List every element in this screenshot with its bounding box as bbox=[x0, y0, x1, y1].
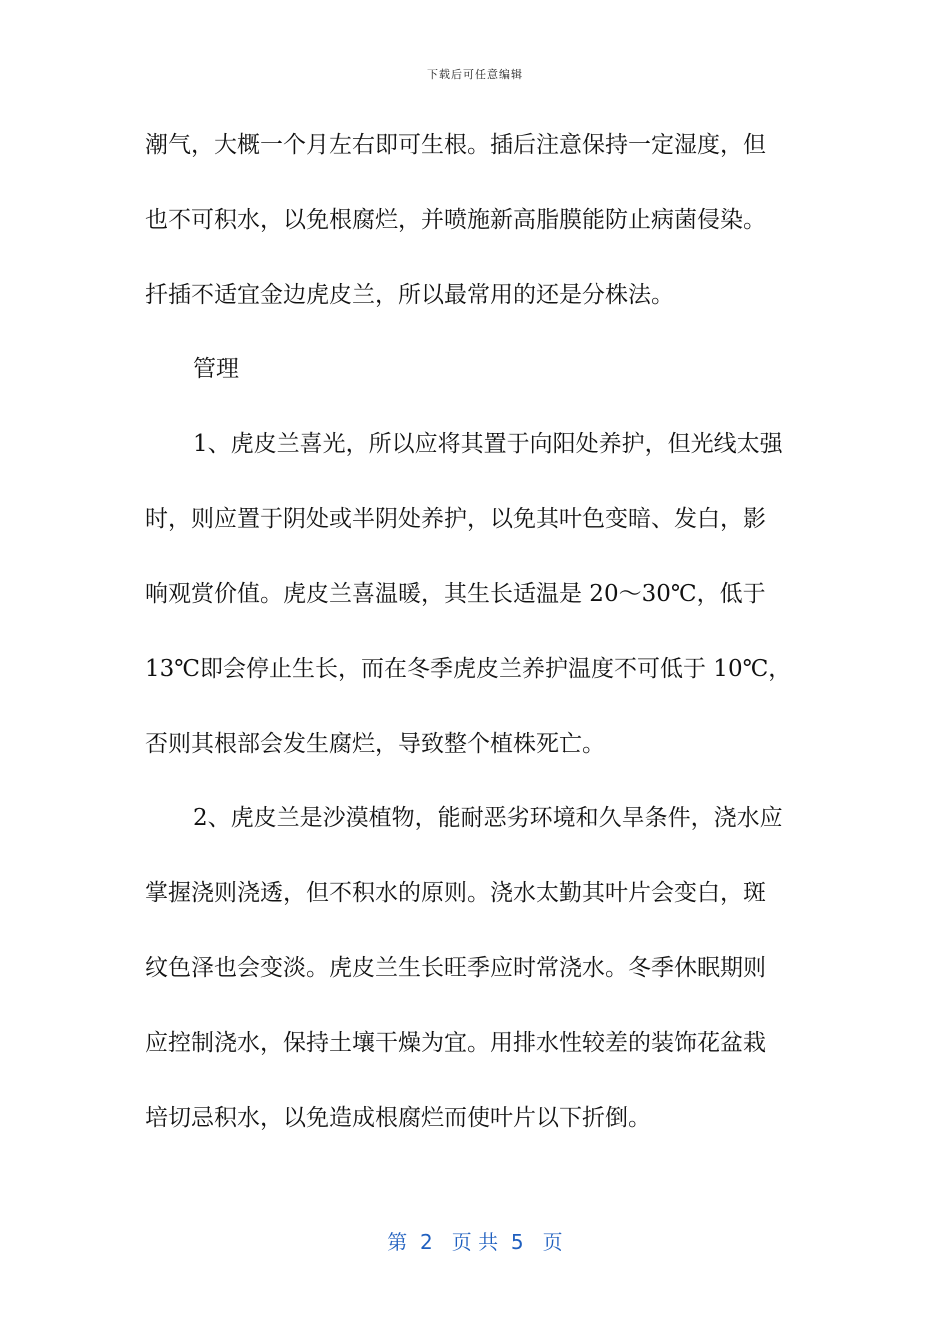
text-line-8: 13℃即会停止生长，而在冬季虎皮兰养护温度不可低于 10℃， bbox=[145, 656, 792, 682]
text-line-11: 掌握浇则浇透，但不积水的原则。浇水太勤其叶片会变白，斑 bbox=[145, 880, 766, 906]
text-line-13: 应控制浇水，保持土壤干燥为宜。用排水性较差的装饰花盆栽 bbox=[145, 1030, 766, 1056]
text-line-3: 扦插不适宜金边虎皮兰，所以最常用的还是分株法。 bbox=[145, 282, 674, 308]
text-line-12: 纹色泽也会变淡。虎皮兰生长旺季应时常浇水。冬季休眠期则 bbox=[145, 955, 766, 981]
text-line-1: 潮气，大概一个月左右即可生根。插后注意保持一定湿度，但 bbox=[145, 132, 766, 158]
page-footer: 第 2 页 共 5 页 bbox=[387, 1230, 563, 1254]
text-line-9: 否则其根部会发生腐烂，导致整个植株死亡。 bbox=[145, 731, 605, 757]
text-line-7: 响观赏价值。虎皮兰喜温暖，其生长适温是 20～30℃，低于 bbox=[145, 581, 766, 607]
text-line-5: 1、虎皮兰喜光，所以应将其置于向阳处养护，但光线太强 bbox=[193, 431, 783, 457]
text-line-6: 时，则应置于阴处或半阴处养护，以免其叶色变暗、发白，影 bbox=[145, 506, 766, 532]
section-heading: 管理 bbox=[193, 356, 239, 382]
text-line-2: 也不可积水，以免根腐烂，并喷施新高脂膜能防止病菌侵染。 bbox=[145, 207, 766, 233]
text-line-10: 2、虎皮兰是沙漠植物，能耐恶劣环境和久旱条件，浇水应 bbox=[193, 805, 783, 831]
page-header: 下载后可任意编辑 bbox=[427, 68, 523, 81]
text-line-14: 培切忌积水，以免造成根腐烂而使叶片以下折倒。 bbox=[145, 1105, 651, 1131]
